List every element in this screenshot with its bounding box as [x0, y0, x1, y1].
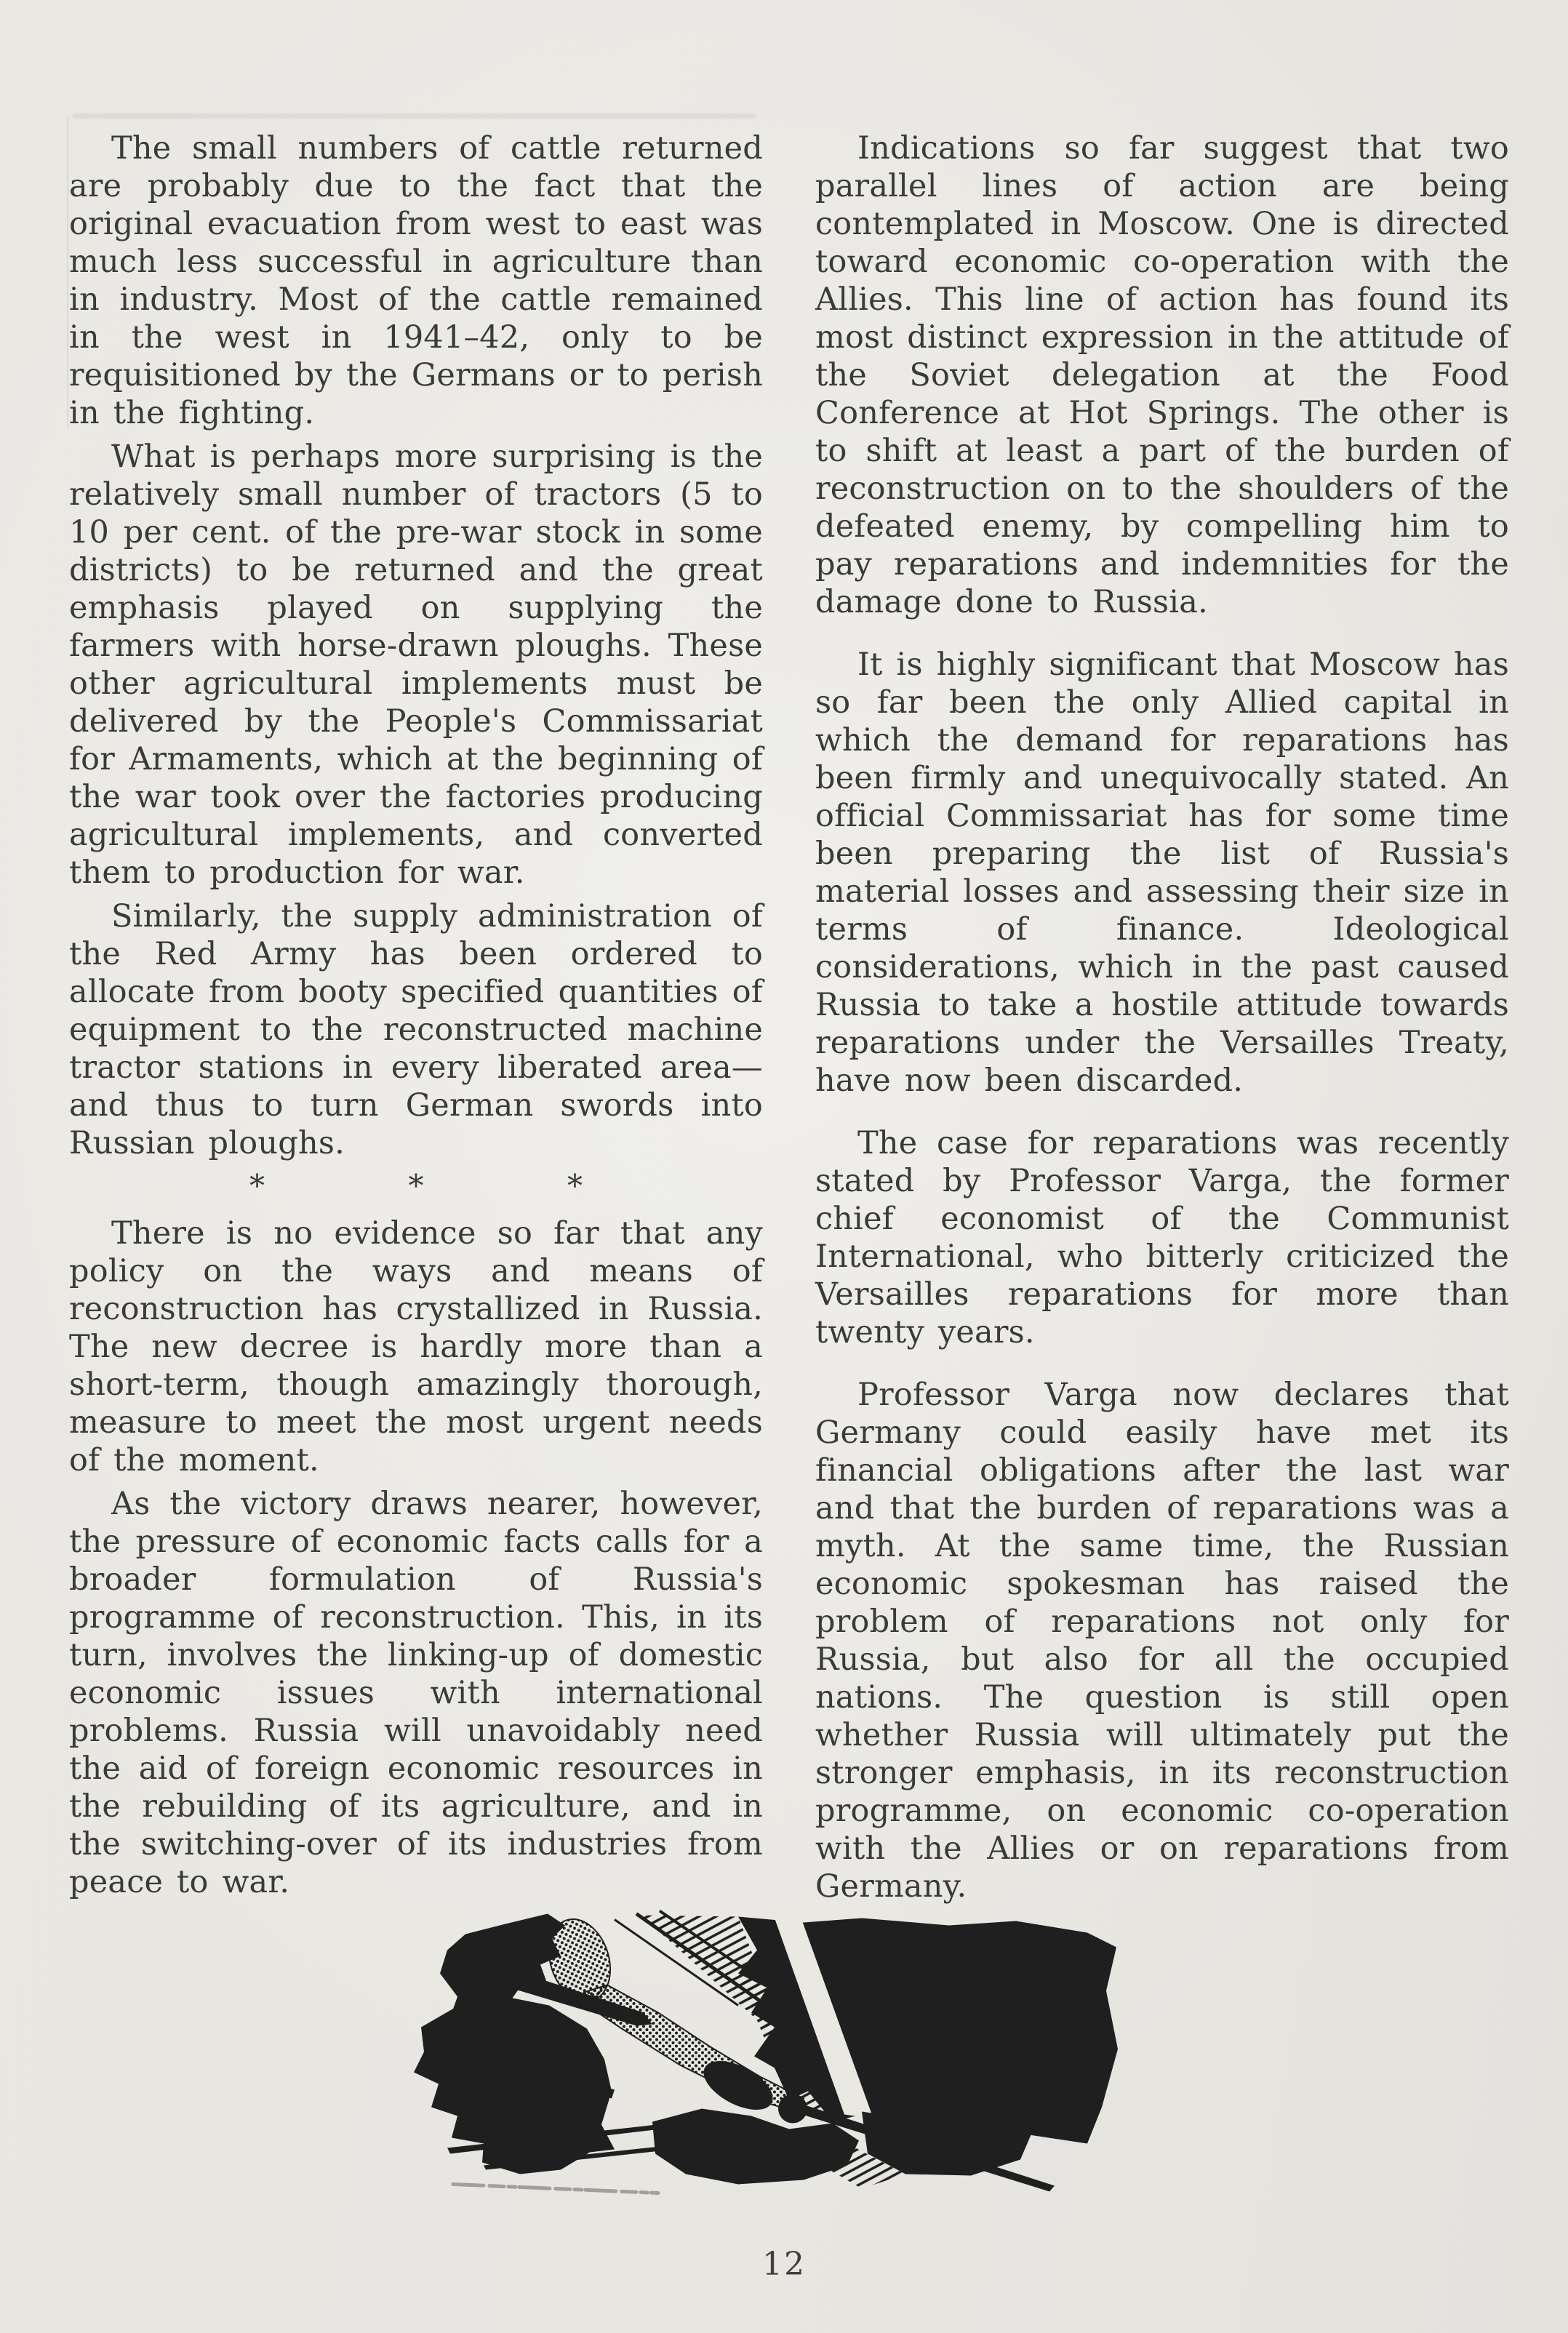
paragraph-cattle-returns: The small numbers of cattle returned are probably due to the fact that the original evacuation from west to east was much less successful in agriculture than in industry. Most of the cattle remained in the west in 1941–42, only to be requisitioned by the Germans or to perish in the fighting.: [69, 130, 764, 431]
article-body: [69, 129, 1509, 1930]
page-number: 12: [762, 2246, 806, 2283]
paragraph-varga-declares: Professor Varga now declares that Germany could easily have met its financial obligations after the last war and that the burden of reparations was a myth. At the same time, the Russian economic spokesman has raised the problem of reparations not only for Russia, but also for all the occupied nations. The question is still open whether Russia will ultimately put the stronger emphasis, in its reconstruction programme, on economic co-operation with the Allies or on reparations from Germany.: [815, 1377, 1509, 1905]
paragraph-red-army-booty: Similarly, the supply administration of the Red Army has been ordered to allocate from booty specified quantities of equipment to the reconstructed machine tractor stations in every liberated area—and thus to turn German swords into Russian ploughs.: [69, 898, 763, 1161]
paragraph-victory-draws-nearer: As the victory draws nearer, however, the pressure of economic facts calls for a broader formulation of Russia's programme of reconstruction. This, in its turn, involves the linking-up of domestic economic issues with international problems. Russia will unavoidably need the aid of foreign economic resources in the rebuilding of its agriculture, and in the switching-over of its industries from peace to war.: [69, 1486, 763, 1900]
page-footer: [0, 2246, 1568, 2283]
asterisk: *: [567, 1168, 583, 1204]
scan-crease: [67, 116, 68, 429]
paragraph-tractors-ploughs: What is perhaps more surprising is the relatively small number of tractors (5 to 10 per cent. of the pre-war stock in some districts) to be returned and the great emphasis played on supplying the farmers with horse-drawn ploughs. These other agricultural implements must be delivered by the People's Commissariat for Armaments, which at the beginning of the war took over the factories producing agricultural implements, and converted them to production for war.: [69, 439, 763, 891]
asterisk-separator: [249, 1169, 583, 1203]
airplane-illustration: [396, 1902, 1138, 2211]
asterisk: *: [408, 1168, 424, 1204]
left-column: [69, 129, 763, 1930]
asterisk: *: [249, 1168, 265, 1204]
paragraph-no-policy-evidence: There is no evidence so far that any policy on the ways and means of reconstruction has crystallized in Russia. The new decree is hardly more than a short-term, though amazingly thorough, measure to meet the most urgent needs of the moment.: [69, 1215, 763, 1478]
airplane-ink-drawing-svg: [396, 1902, 1138, 2211]
paragraph-case-for-reparations: The case for reparations was recently stated by Professor Varga, the former chief economist of the Communist International, who bitterly criticized the Versailles reparations for more than twenty years.: [815, 1125, 1509, 1350]
scan-smudge: [73, 113, 756, 119]
paragraph-moscow-reparations-demand: It is highly significant that Moscow has so far been the only Allied capital in which the demand for reparations has been firmly and unequivocally stated. An official Commissariat has for some time been preparing the list of Russia's material losses and assessing their size in terms of finance. Ideological considerations, which in the past caused Russia to take a hostile attitude towards reparations under the Versailles Treaty, have now been discarded.: [815, 647, 1510, 1099]
right-column: [815, 129, 1509, 1930]
paragraph-two-parallel-lines: Indications so far suggest that two parallel lines of action are being contemplated in Moscow. One is directed toward economic co-operation with the Allies. This line of action has found its most distinct expression in the attitude of the Soviet delegation at the Food Conference at Hot Springs. The other is to shift at least a part of the burden of reconstruction on to the shoulders of the defeated enemy, by compelling him to pay reparations and indemnities for the damage done to Russia.: [815, 130, 1509, 620]
